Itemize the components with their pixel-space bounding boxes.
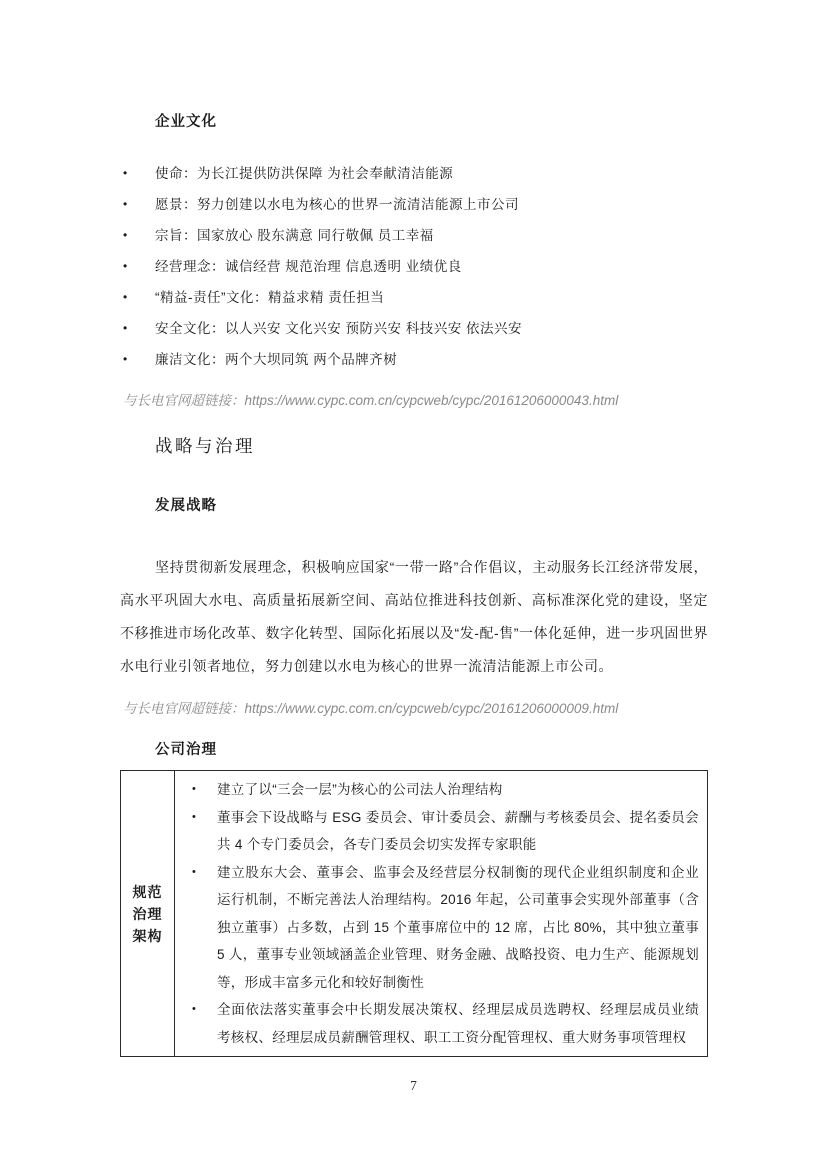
culture-item-integrity (120, 344, 708, 375)
bullet-icon: • (192, 783, 197, 795)
governance-table (120, 770, 708, 1057)
row-header-line: 架构 (132, 927, 163, 944)
governance-item-authority (175, 996, 699, 1051)
bullet-icon: • (192, 865, 197, 878)
governance-table-row-content (175, 771, 707, 1056)
strategy-link-url[interactable]: https://www.cypc.com.cn/cypcweb/cypc/20161206000009.html (244, 701, 619, 716)
link-label: 与长电官网超链接： (123, 701, 245, 716)
culture-link-url[interactable]: https://www.cypc.com.cn/cypcweb/cypc/20161206000043.html (244, 393, 619, 408)
bullet-icon: • (192, 1003, 197, 1015)
bullet-icon: • (123, 166, 128, 180)
subsection-title-development-strategy: 发展战略 (155, 498, 217, 514)
culture-item-purpose (120, 220, 708, 251)
culture-item-philosophy (120, 251, 708, 282)
governance-item-text: 建立了以“三会一层”为核心的公司法人治理结构 (217, 782, 503, 797)
page-number: 7 (410, 1078, 417, 1093)
culture-item-text: 安全文化：以人兴安 文化兴安 预防兴安 科技兴安 依法兴安 (155, 321, 523, 336)
row-header-line: 治理 (132, 905, 163, 922)
culture-item-text: 宗旨：国家放心 股东满意 同行敬佩 员工幸福 (155, 228, 434, 243)
governance-table-row-header (121, 771, 175, 1056)
culture-item-vision (120, 189, 708, 220)
culture-website-link-line (123, 391, 708, 410)
bullet-icon: • (123, 321, 128, 335)
strategy-website-link-line (123, 699, 708, 718)
bullet-icon: • (123, 228, 128, 242)
bullet-icon: • (123, 197, 128, 211)
section-title-corporate-culture: 企业文化 (155, 114, 217, 130)
bullet-icon: • (123, 352, 128, 366)
culture-item-safety (120, 313, 708, 344)
culture-item-text: “精益-责任”文化：精益求精 责任担当 (155, 290, 385, 305)
bullet-icon: • (123, 290, 128, 304)
governance-item-committees (175, 804, 699, 859)
culture-bullet-list (120, 158, 708, 375)
section-title-strategy-governance: 战略与治理 (155, 436, 255, 456)
governance-item-board (175, 859, 699, 997)
culture-item-mission (120, 158, 708, 189)
development-strategy-paragraph: 坚持贯彻新发展理念，积极响应国家“一带一路”合作倡议，主动服务长江经济带发展，高水平巩固大水电、高质量拓展新空间、高站位推进科技创新、高标准深化党的建设，坚定不移推进市场化改革、数字化转型、国际化拓展以及“发-配-售”一体化延伸，进一步巩固世界水电行业引领者地位，努力创建以水电为核心的世界一流清洁能源上市公司。 (120, 559, 708, 674)
link-label: 与长电官网超链接： (123, 393, 245, 408)
governance-bullet-list (175, 776, 699, 1051)
row-header-line: 规范 (132, 883, 163, 900)
subsection-title-corporate-governance: 公司治理 (155, 742, 217, 758)
culture-item-text: 廉洁文化：两个大坝同筑 两个品牌齐树 (155, 352, 398, 367)
governance-item-text: 董事会下设战略与 ESG 委员会、审计委员会、薪酬与考核委员会、提名委员会共 4 个专门委员会，各专门委员会切实发挥专家职能 (217, 809, 699, 852)
culture-item-lean-responsibility (120, 282, 708, 313)
culture-item-text: 使命：为长江提供防洪保障 为社会奉献清洁能源 (155, 166, 454, 181)
bullet-icon: • (123, 259, 128, 273)
culture-item-text: 愿景：努力创建以水电为核心的世界一流清洁能源上市公司 (155, 197, 519, 212)
governance-item-structure (175, 776, 699, 804)
governance-item-text: 全面依法落实董事会中长期发展决策权、经理层成员选聘权、经理层成员业绩考核权、经理层成员薪酬管理权、职工工资分配管理权、重大财务事项管理权 (217, 1002, 699, 1045)
culture-item-text: 经营理念：诚信经营 规范治理 信息透明 业绩优良 (155, 259, 462, 274)
bullet-icon: • (192, 810, 197, 823)
governance-item-text: 建立股东大会、董事会、监事会及经营层分权制衡的现代企业组织制度和企业运行机制，不断完善法人治理结构。2016 年起，公司董事会实现外部董事（含独立董事）占多数，占到 15 个董事席位中的 12 席，占比 80%，其中独立董事 5 人，董事专业领域涵盖企业管理、财务金融、战略投资、电力生产、能源规划等，形成丰富多元化和较好制衡性 (217, 864, 699, 990)
